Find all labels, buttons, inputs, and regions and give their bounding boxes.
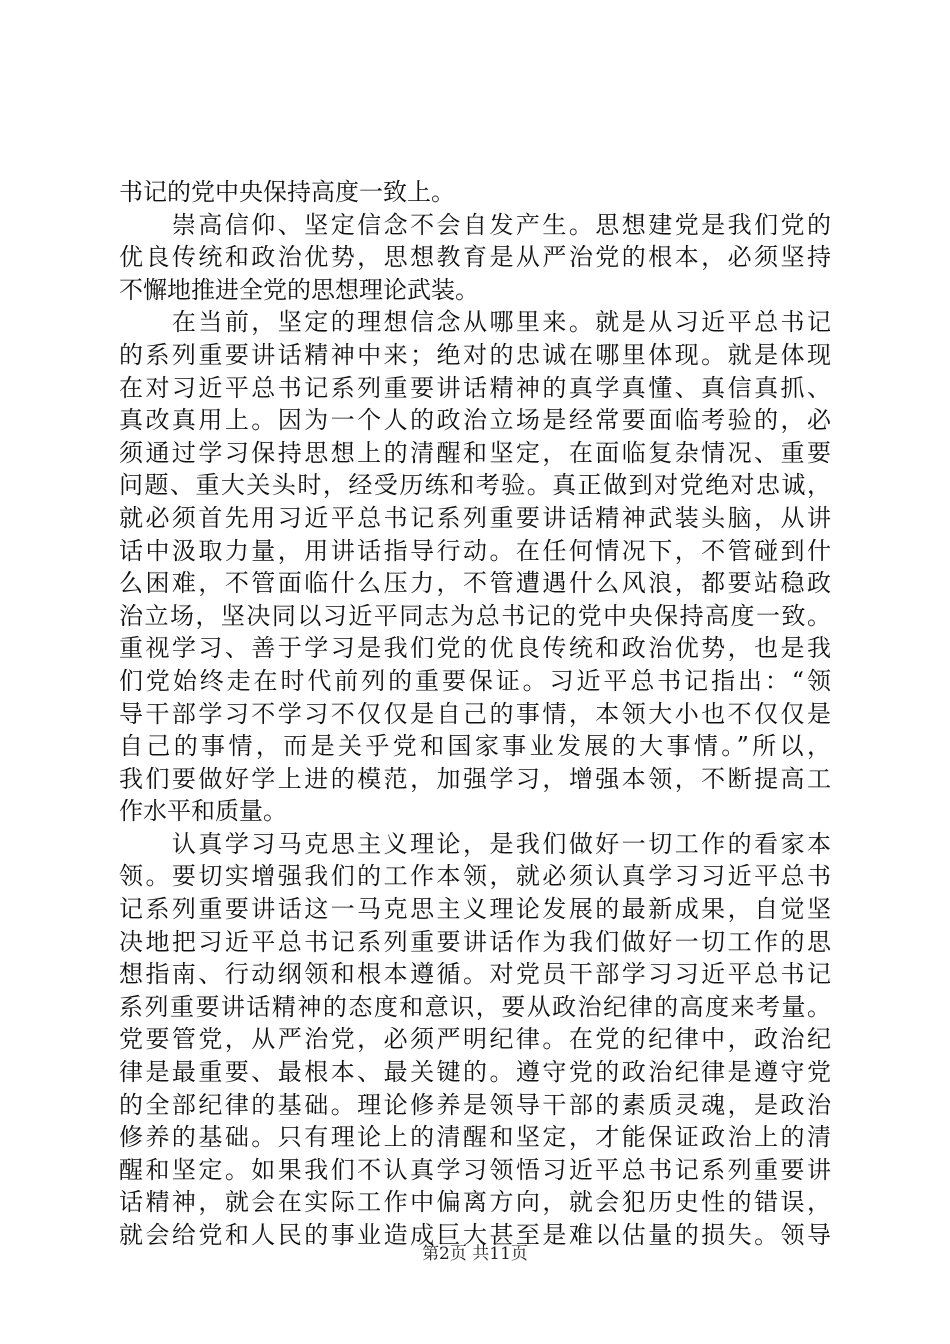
text-line: 领。要切实增强我们的工作本领，就必须认真学习习近平总书 (119, 862, 831, 891)
text-line: 就会给党和人民的事业造成巨大甚至是难以估量的损失。领导 (119, 1221, 831, 1249)
text-line: 在当前，坚定的理想信念从哪里来。就是从习近平总书记 (119, 308, 831, 337)
text-line: 想指南、行动纲领和根本遵循。对党员干部学习习近平总书记 (119, 960, 831, 989)
text-line: 话精神，就会在实际工作中偏离方向，就会犯历史性的错误， (119, 1188, 831, 1217)
text-line: 真改真用上。因为一个人的政治立场是经常要面临考验的，必 (119, 406, 831, 435)
text-line: 治立场，坚决同以习近平同志为总书记的党中央保持高度一致。 (119, 601, 831, 630)
document-body (119, 176, 831, 1252)
text-line: 须通过学习保持思想上的清醒和坚定，在面临复杂情况、重要 (119, 438, 831, 467)
text-line: 的全部纪律的基础。理论修养是领导干部的素质灵魂，是政治 (119, 1090, 831, 1119)
text-line: 的系列重要讲话精神中来；绝对的忠诚在哪里体现。就是体现 (119, 340, 831, 369)
text-line: 修养的基础。只有理论上的清醒和坚定，才能保证政治上的清 (119, 1123, 831, 1152)
text-line: 我们要做好学上进的模范，加强学习，增强本领，不断提高工 (119, 764, 831, 793)
text-line: 不懈地推进全党的思想理论武装。 (119, 275, 479, 304)
text-line: 优良传统和政治优势，思想教育是从严治党的根本，必须坚持 (119, 243, 831, 272)
text-line: 党要管党，从严治党，必须严明纪律。在党的纪律中，政治纪 (119, 1025, 831, 1054)
text-line: 系列重要讲话精神的态度和意识，要从政治纪律的高度来考量。 (119, 992, 831, 1021)
text-line: 作水平和质量。 (119, 797, 287, 826)
page-number-footer: 第2页 共11页 (422, 1244, 528, 1264)
text-line: 律是最重要、最根本、最关键的。遵守党的政治纪律是遵守党 (119, 1058, 831, 1087)
text-line: 崇高信仰、坚定信念不会自发产生。思想建党是我们党的 (119, 210, 831, 239)
text-line: 话中汲取力量，用讲话指导行动。在任何情况下，不管碰到什 (119, 536, 831, 565)
text-line: 书记的党中央保持高度一致上。 (119, 178, 455, 206)
text-line: 醒和坚定。如果我们不认真学习领悟习近平总书记系列重要讲 (119, 1155, 831, 1184)
text-line: 决地把习近平总书记系列重要讲话作为我们做好一切工作的思 (119, 927, 831, 956)
text-line: 问题、重大关头时，经受历练和考验。真正做到对党绝对忠诚， (119, 471, 831, 500)
text-line: 记系列重要讲话这一马克思主义理论发展的最新成果，自觉坚 (119, 895, 831, 924)
text-line: 自己的事情，而是关乎党和国家事业发展的大事情。”所以， (119, 732, 831, 761)
text-line: 重视学习、善于学习是我们党的优良传统和政治优势，也是我 (119, 634, 831, 663)
text-line: 们党始终走在时代前列的重要保证。习近平总书记指出：“领 (119, 666, 831, 695)
text-line: 就必须首先用习近平总书记系列重要讲话精神武装头脑，从讲 (119, 503, 831, 532)
text-line: 认真学习马克思主义理论，是我们做好一切工作的看家本 (119, 829, 831, 858)
text-line: 么困难，不管面临什么压力，不管遭遇什么风浪，都要站稳政 (119, 569, 831, 598)
text-line: 导干部学习不学习不仅仅是自己的事情，本领大小也不仅仅是 (119, 699, 831, 728)
text-line: 在对习近平总书记系列重要讲话精神的真学真懂、真信真抓、 (119, 373, 831, 402)
